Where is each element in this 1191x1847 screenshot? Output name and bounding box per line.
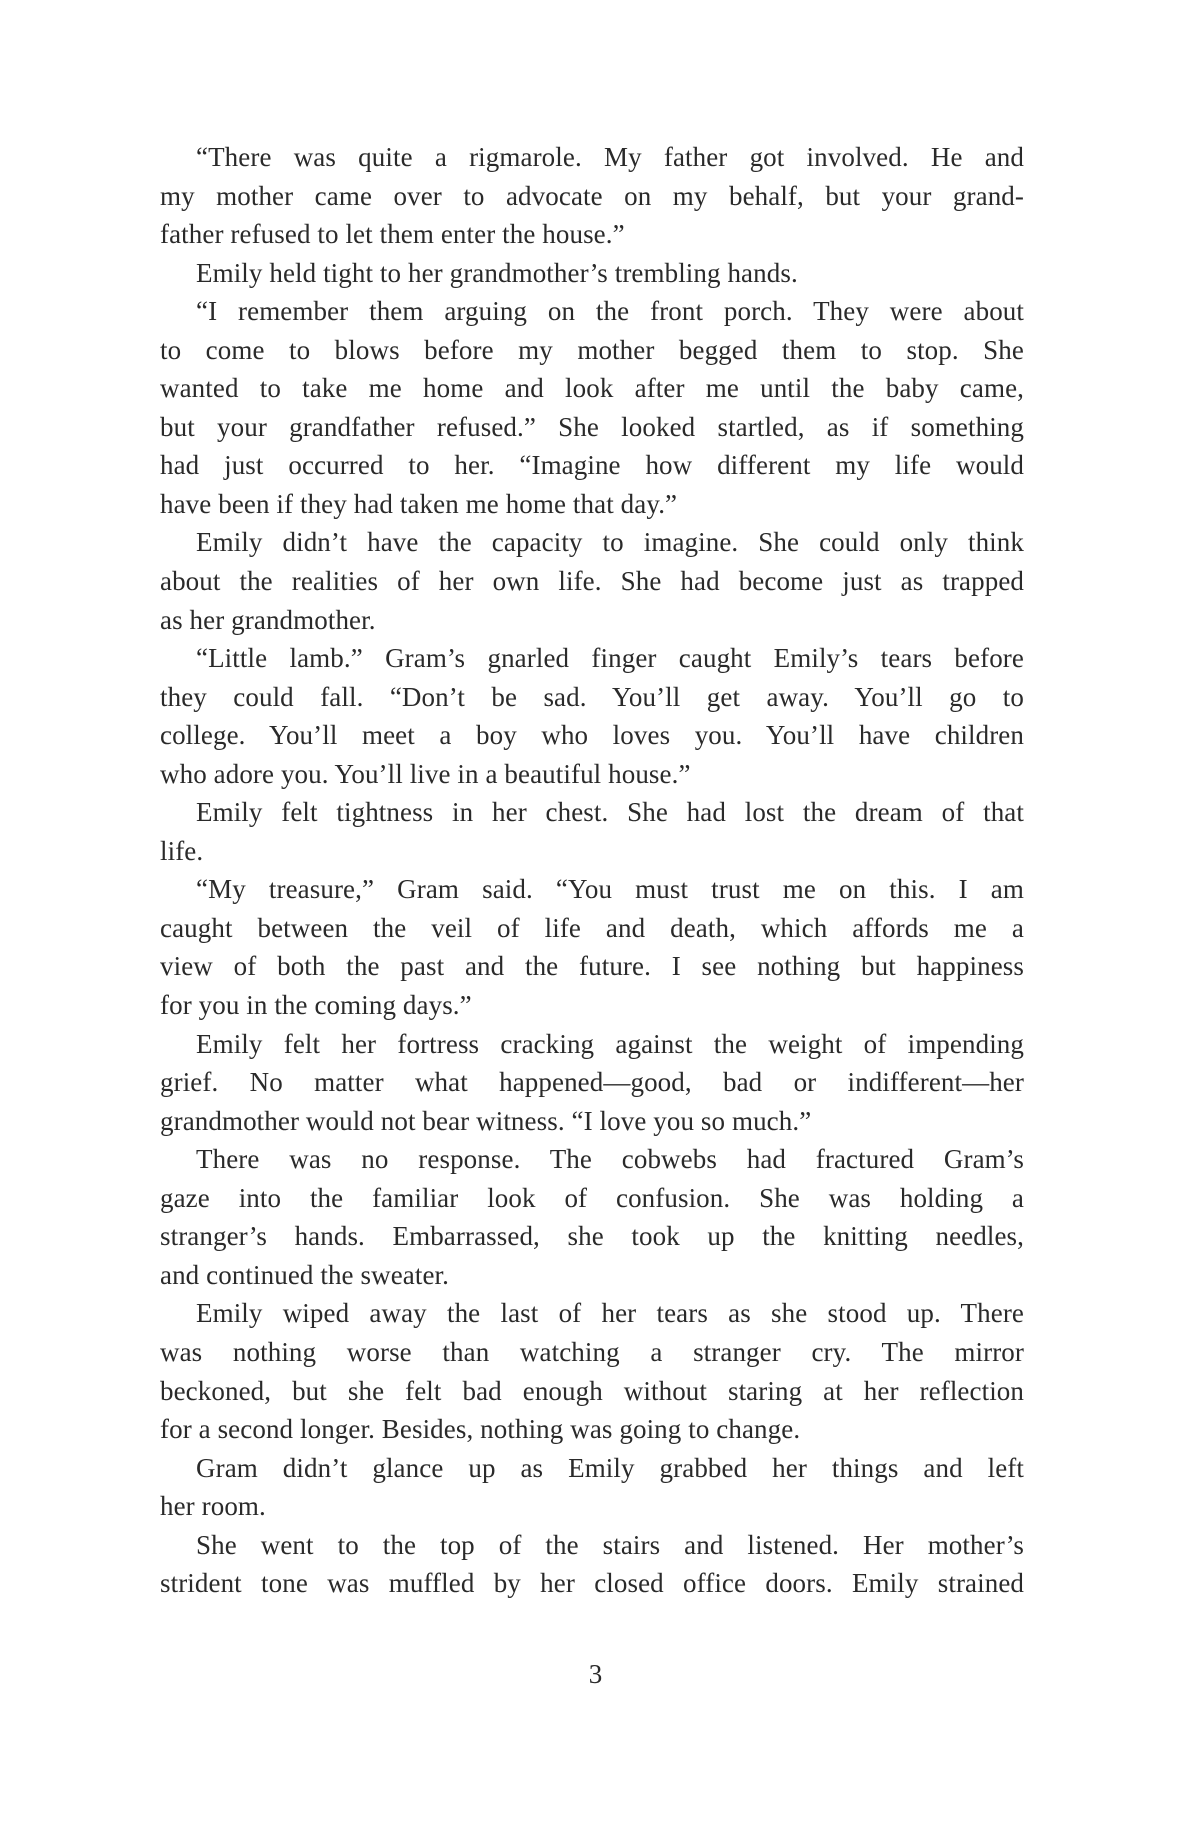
text-line: Emily felt tightness in her chest. She had lost the dream of that xyxy=(196,797,1024,828)
text-line: was nothing worse than watching a stranger cry. The mirror xyxy=(160,1336,1024,1367)
text-line: they could fall. “Don’t be sad. You’ll get away. You’ll go to xyxy=(160,681,1024,712)
text-line: as her grandmother. xyxy=(160,604,376,635)
text-line: caught between the veil of life and death, which affords me a xyxy=(160,912,1024,943)
text-line: She went to the top of the stairs and listened. Her mother’s xyxy=(196,1529,1024,1560)
text-line: who adore you. You’ll live in a beautiful house.” xyxy=(160,758,691,789)
text-line: to come to blows before my mother begged them to stop. She xyxy=(160,334,1024,365)
text-line: grandmother would not bear witness. “I love you so much.” xyxy=(160,1105,812,1136)
text-line: about the realities of her own life. She had become just as trapped xyxy=(160,566,1024,597)
text-line: stranger’s hands. Embarrassed, she took up the knitting needles, xyxy=(160,1221,1024,1252)
text-line: “There was quite a rigmarole. My father got involved. He and xyxy=(196,142,1024,172)
text-line: life. xyxy=(160,835,204,866)
text-line: college. You’ll meet a boy who loves you. You’ll have children xyxy=(160,720,1024,751)
text-line: grief. No matter what happened—good, bad or indifferent—her xyxy=(160,1067,1024,1098)
text-line: Emily wiped away the last of her tears as she stood up. There xyxy=(196,1298,1024,1329)
page-number: 3 xyxy=(588,1659,603,1689)
text-line: “Little lamb.” Gram’s gnarled finger caught Emily’s tears before xyxy=(196,643,1024,674)
text-line: strident tone was muffled by her closed office doors. Emily strained xyxy=(160,1568,1024,1599)
text-line: beckoned, but she felt bad enough without staring at her reflection xyxy=(160,1375,1024,1406)
text-line: Gram didn’t glance up as Emily grabbed her things and left xyxy=(196,1452,1024,1483)
text-line: had just occurred to her. “Imagine how different my life would xyxy=(160,450,1024,481)
text-line: Emily held tight to her grandmother’s trembling hands. xyxy=(196,257,798,288)
text-line: Emily didn’t have the capacity to imagine. She could only think xyxy=(196,527,1024,558)
text-line: wanted to take me home and look after me until the baby came, xyxy=(160,373,1024,404)
text-line: for you in the coming days.” xyxy=(160,990,472,1021)
text-line: but your grandfather refused.” She looked startled, as if something xyxy=(160,411,1024,442)
text-line: gaze into the familiar look of confusion. She was holding a xyxy=(160,1182,1024,1213)
text-line: her room. xyxy=(160,1491,266,1522)
text-line: “My treasure,” Gram said. “You must trust me on this. I am xyxy=(196,874,1024,905)
body-text xyxy=(160,138,1024,1603)
text-line: have been if they had taken me home that day.” xyxy=(160,488,678,519)
text-line: my mother came over to advocate on my behalf, but your grand- xyxy=(160,180,1024,211)
text-line: view of both the past and the future. I see nothing but happiness xyxy=(160,951,1024,982)
text-line: “I remember them arguing on the front porch. They were about xyxy=(196,296,1024,327)
text-line: There was no response. The cobwebs had fractured Gram’s xyxy=(196,1144,1024,1175)
text-line: father refused to let them enter the house.” xyxy=(160,219,625,250)
text-line: and continued the sweater. xyxy=(160,1259,450,1290)
text-line: Emily felt her fortress cracking against the weight of impending xyxy=(196,1028,1024,1059)
text-line: for a second longer. Besides, nothing was going to change. xyxy=(160,1414,801,1445)
